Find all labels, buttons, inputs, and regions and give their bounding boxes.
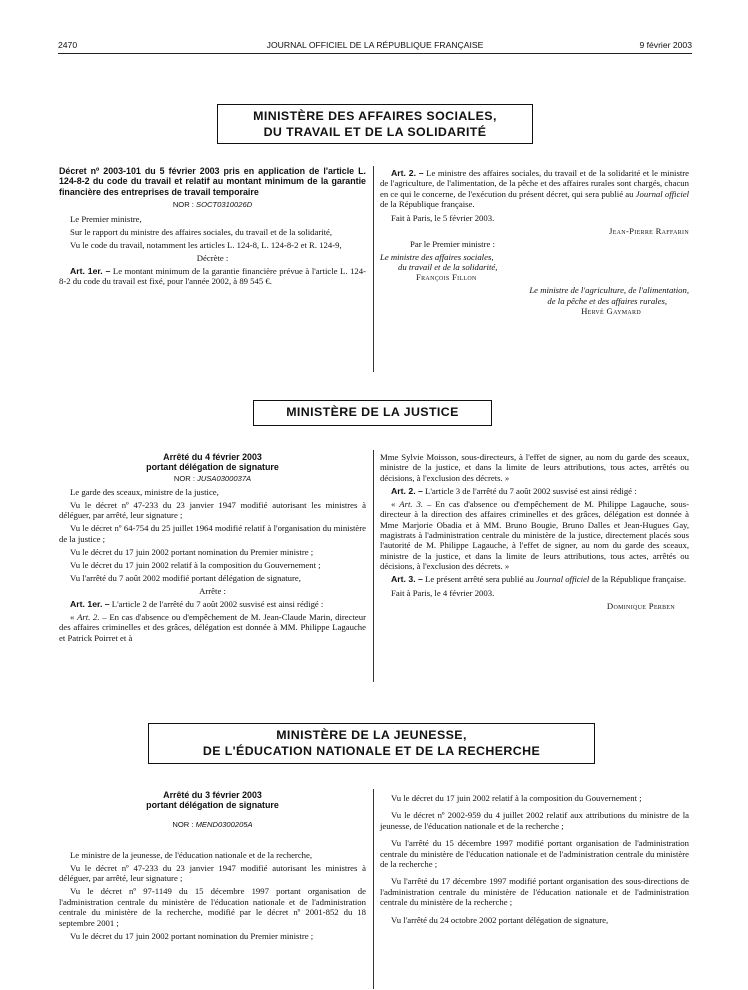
article-text: Le montant minimum de la garantie financière prévue à l'article L. 124-8-2 du code du travail est fixé, pour l'année 2002, à 89 545 €. [59,265,366,287]
issue-date: 9 février 2003 [639,40,692,50]
nor-label: NOR : [172,200,197,210]
article-label: Art. 3. – [391,574,423,585]
minister-title [380,296,689,306]
paragraph: Vu le décret nº 97-1149 du 15 décembre 1997 portant organisation de l'administration centrale du ministère de l'éducation nationale et de l'administration centrale du ministère de la recherche, modifié par le décret nº 2001-852 du 18 septembre 2001 ; [59,886,366,928]
ministry-title-line-2: DU TRAVAIL ET DE LA SOLIDARITÉ [263,125,487,139]
arrete-title-line-1: Arrêté du 4 février 2003 [163,452,262,462]
arrete-education-right-column [380,793,689,928]
fait-a-paris: Fait à Paris, le 5 février 2003. [391,212,495,223]
article-text: de la République française. [589,574,687,585]
signature-premier-ministre: Jean-Pierre Raffarin [609,225,689,236]
arrete-justice-right-column [380,452,689,614]
paragraph: Vu le décret nº 2002-959 du 4 juillet 2002 relatif aux attributions du ministre de la jeunesse, de l'éducation nationale et de la recherche ; [380,810,689,831]
column-divider [373,450,374,682]
article-label: Art. 1er. – [70,598,110,609]
paragraph: Vu le décret du 17 juin 2002 relatif à la composition du Gouvernement ; [70,559,321,570]
paragraph: Sur le rapport du ministre des affaires sociales, du travail et de la solidarité, [70,226,333,237]
minister-title-line: Le ministre de l'agriculture, de l'alimentation, [529,285,689,296]
quoted-article-label: Art. 3. [399,498,424,509]
article-label: Art. 2. – [391,168,424,178]
signature-minister: Hervé Gaymard [581,306,641,317]
paragraph: Vu l'arrêté du 24 octobre 2002 portant délégation de signature, [391,914,609,925]
nor-code: JUSA0300037A [197,473,252,483]
article-text: Le présent arrêté sera publié au [422,574,536,585]
column-divider [373,789,374,989]
article-2 [380,168,689,210]
nor-reference [59,199,366,210]
arrete-justice-left-column [59,452,366,646]
quoted-article-text: – En cas d'absence ou d'empêchement de M. Philippe Lagauche, sous-directeur à la direction des affaires criminelles et des grâces, délégation est donnée à Mme Marjorie Obadia et à MM. Bruno Bougie, Bruno Dalles et Jean-Hugues Gay, magistrats à l'administration centrale du ministère de la justice, directement placés sous l'autorité de M. Philippe Lagauche, à l'effet de signer, au nom du garde des sceaux, ministre de la justice, et dans la limite de leurs attributions, tous actes, arrêtés ou décisions, à l'exclusion des décrets. » [380,498,690,572]
ministry-title: MINISTÈRE DE LA JUSTICE [286,405,459,419]
article-text: Le ministre des affaires sociales, du travail et de la solidarité et le ministre de l'agriculture, de l'alimentation, de la pêche et des affaires rurales sont chargés, chacun en ce qui le concerne, de l'exécution du présent décret, qui sera publié au [380,168,689,199]
paragraph: Vu le décret nº 47-233 du 23 janvier 1947 modifié autorisant les ministres à déléguer, par arrêté, leur signature ; [59,500,366,521]
decree-title: Décret nº 2003-101 du 5 février 2003 pris en application de l'article L. 124-8-2 du code du travail et relatif au montant minimum de la garantie financière des entreprises de travail temporaire [59,166,366,197]
nor-label: NOR : [172,819,196,829]
quoted-article-label: Art. 2. [77,611,100,622]
paragraph: Vu le décret du 17 juin 2002 relatif à la composition du Gouvernement ; [391,793,642,803]
minister-title-line: de la pêche et des affaires rurales, [547,295,667,306]
ministry-box-affaires-sociales [217,104,533,144]
arrete-heading: Arrête : [199,585,226,596]
header-rule [58,53,692,54]
quoted-article-3 [380,499,689,572]
nor-code: MEND0300205A [195,819,253,829]
paragraph: Vu le décret du 17 juin 2002 portant nomination du Premier ministre ; [70,546,314,557]
decree-left-column [59,166,366,289]
paragraph: Vu le code du travail, notamment les articles L. 124-8, L. 124-8-2 et R. 124-9, [70,239,342,250]
quote-open: « [391,498,400,509]
column-divider [373,166,374,372]
article-label: Art. 2. – [391,485,423,496]
paragraph: Vu l'arrêté du 7 août 2002 modifié portant délégation de signature, [70,572,301,583]
running-header [58,40,692,54]
nor-reference [59,819,366,830]
ministry-title-line-1: MINISTÈRE DES AFFAIRES SOCIALES, [253,109,497,123]
nor-code: SOCT0310026D [196,200,253,210]
article-label: Art. 1er. – [70,265,111,276]
nor-reference [59,473,366,484]
signature-garde-des-sceaux: Dominique Perben [606,600,675,611]
paragraph: Le Premier ministre, [70,213,142,224]
arrete-title-line-2: portant délégation de signature [146,800,279,811]
paragraph: Le garde des sceaux, ministre de la justice, [70,487,219,497]
nor-label: NOR : [173,473,198,483]
arrete-title-line-2: portant délégation de signature [146,462,279,473]
article-text: de la République française. [380,199,475,210]
minister-title [380,262,689,272]
journal-title: JOURNAL OFFICIEL DE LA RÉPUBLIQUE FRANÇAISE [266,40,484,50]
paragraph: Vu le décret du 17 juin 2002 portant nomination du Premier ministre ; [70,930,314,941]
paragraph: Vu le décret nº 64-754 du 25 juillet 1964 modifié relatif à l'organisation du ministère de la justice ; [59,523,366,544]
paragraph: Mme Sylvie Moisson, sous-directeurs, à l'effet de signer, au nom du garde des sceaux, ministre de la justice, et dans la limite de leurs attributions, tous actes, arrêtés ou décisions, à l'exclusion des décrets. » [380,452,689,483]
arrete-title-line-1: Arrêté du 3 février 2003 [163,790,262,800]
fait-a-paris: Fait à Paris, le 4 février 2003. [391,587,495,598]
quoted-article-2 [59,612,366,643]
paragraph: Vu l'arrêté du 17 décembre 1997 modifié portant organisation des sous-directions de l'administration centrale du ministère de l'éducation nationale et de l'administration centrale du ministère de la recherche ; [380,876,689,908]
arrete-education-left-column [59,790,366,944]
journal-officiel-ref: Journal officiel [635,188,690,199]
paragraph: Vu l'arrêté du 15 décembre 1997 modifié portant organisation de l'administration centrale du ministère de l'éducation nationale et de l'administration centrale du ministère de la recherche ; [380,838,689,870]
paragraph: Le ministre de la jeunesse, de l'éducation nationale et de la recherche, [70,850,313,860]
article-3 [380,574,689,584]
minister-title [380,252,689,262]
minister-title-line: Le ministre des affaires sociales, [380,251,494,262]
ministry-title-line-1: MINISTÈRE DE LA JEUNESSE, [276,728,467,742]
quote-open: « [70,611,78,622]
page-number: 2470 [58,40,78,50]
article-text: L'article 3 de l'arrêté du 7 août 2002 susvisé est ainsi rédigé : [422,485,637,496]
minister-title-line: du travail et de la solidarité, [398,262,498,273]
decree-right-column [380,168,689,319]
signature-minister: François Fillon [416,272,477,283]
ministry-title-line-2: DE L'ÉDUCATION NATIONALE ET DE LA RECHERCHE [202,744,541,758]
minister-title [380,285,689,295]
article-1 [59,266,366,287]
article-2 [380,486,689,496]
journal-officiel-ref: Journal officiel [536,574,590,585]
decrete-heading: Décrète : [196,252,229,263]
article-text: L'article 2 de l'arrêté du 7 août 2002 susvisé est ainsi rédigé : [109,598,324,609]
quoted-article-text: – En cas d'absence ou d'empêchement de M. Jean-Claude Marin, directeur des affaires criminelles et des grâces, délégation est donnée à MM. Philippe Lagauche et Patrick Poirret et à [59,611,366,643]
paragraph: Vu le décret nº 47-233 du 23 janvier 1947 modifié autorisant les ministres à déléguer, par arrêté, leur signature ; [59,863,366,884]
ministry-box-justice [253,400,492,426]
ministry-box-jeunesse-education [148,723,595,764]
article-1 [59,599,366,609]
par-le-premier-ministre: Par le Premier ministre : [410,238,495,249]
